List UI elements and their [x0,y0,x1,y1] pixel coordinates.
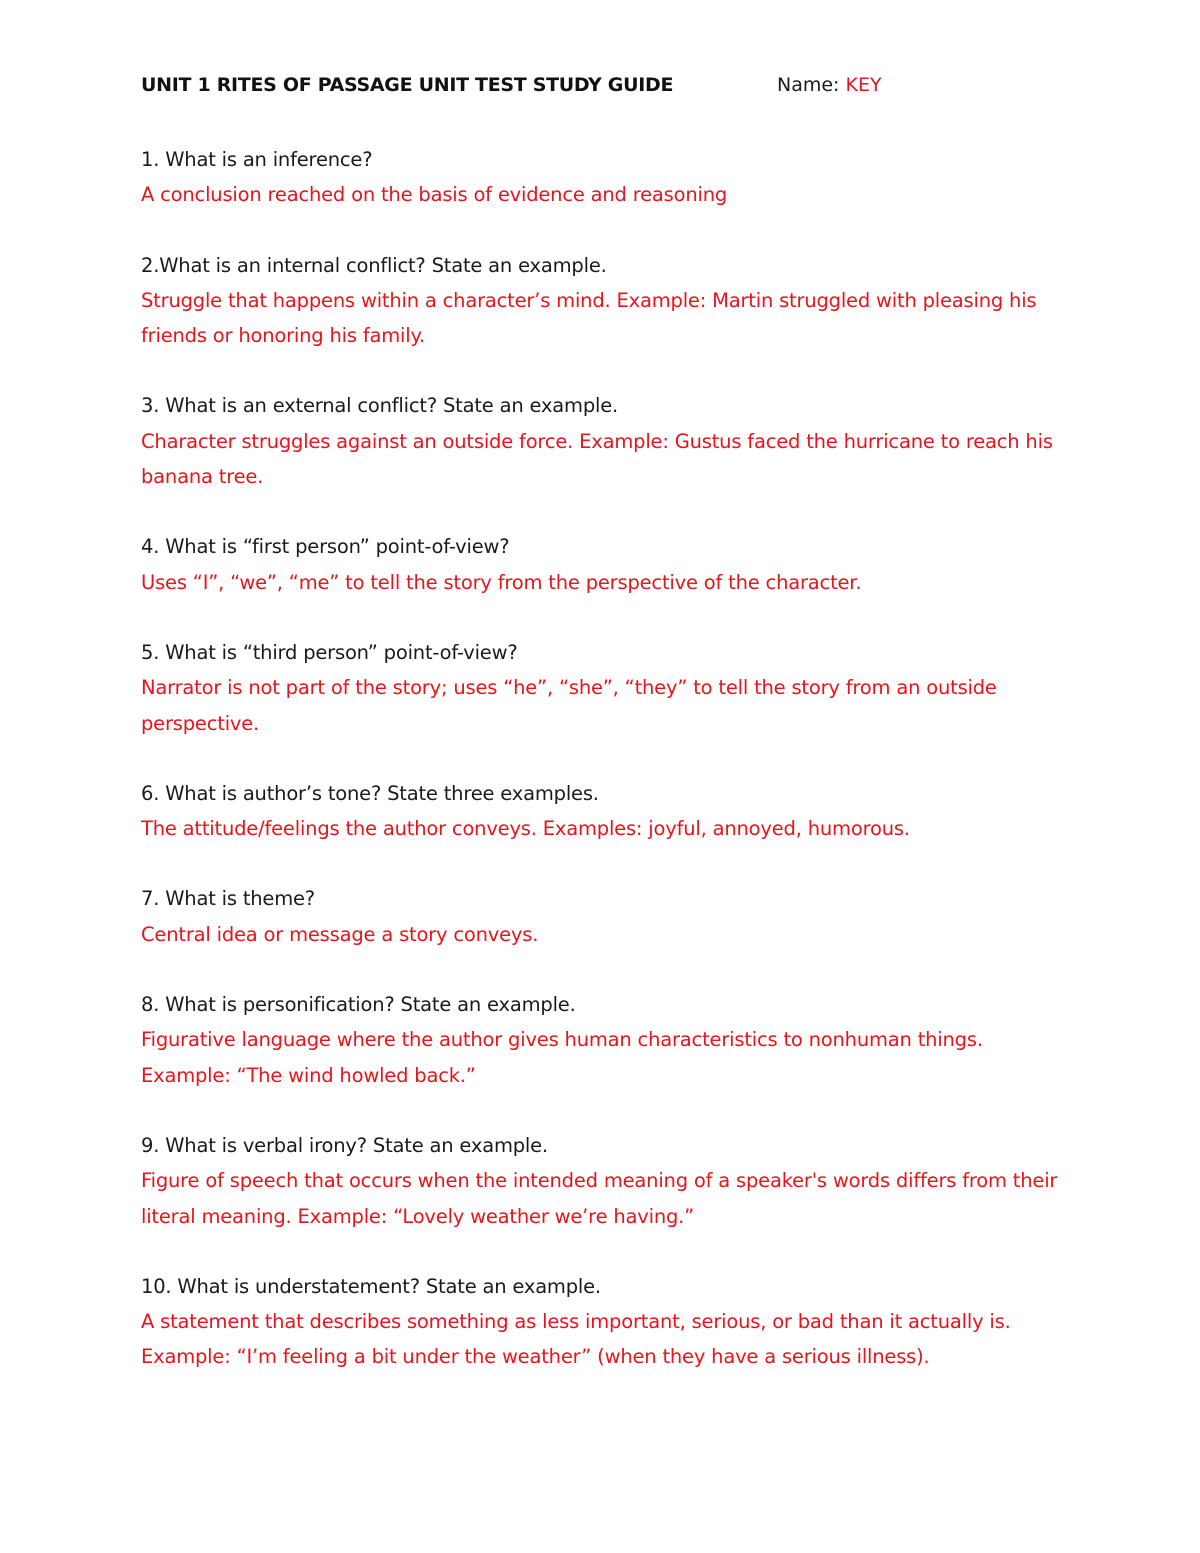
qa-item-8 [141,987,1071,1093]
qa-item-1 [141,142,1071,213]
answer: Character struggles against an outside force. Example: Gustus faced the hurricane to reach his banana tree. [141,429,1053,489]
question: 6. What is author’s tone? State three examples. [141,781,599,805]
name-field [777,74,882,96]
question: 8. What is personification? State an example. [141,993,576,1017]
answer: A statement that describes something as less important, serious, or bad than it actually is. Example: “I’m feeling a bit under the weather” (when they have a serious illness). [141,1310,1011,1369]
answer: Uses “I”, “we”, “me” to tell the story from the perspective of the character. [141,570,862,594]
answer: Figure of speech that occurs when the intended meaning of a speaker's words differs from their literal meaning. Example: “Lovely weather we’re having.” [141,1169,1058,1228]
qa-item-2 [141,248,1071,354]
qa-item-10 [141,1269,1071,1375]
header [141,74,1101,104]
answer: The attitude/feelings the author conveys. Examples: joyful, annoyed, humorous. [141,817,910,841]
question: 2.What is an internal conflict? State an example. [141,253,607,277]
name-label: Name: [777,74,846,96]
answer: Struggle that happens within a character’s mind. Example: Martin struggled with pleasing his friends or honoring his family. [141,288,1037,348]
answer: A conclusion reached on the basis of evidence and reasoning [141,183,728,207]
name-value: KEY [845,74,882,96]
question: 4. What is “first person” point-of-view? [141,535,510,559]
qa-item-4 [141,529,1071,600]
question: 9. What is verbal irony? State an example. [141,1133,548,1157]
qa-item-7 [141,881,1071,952]
answer: Figurative language where the author gives human characteristics to nonhuman things. Example: “The wind howled back.” [141,1028,983,1087]
question-list [141,142,1071,1410]
answer: Narrator is not part of the story; uses “he”, “she”, “they” to tell the story from an outside perspective. [141,676,997,735]
question: 1. What is an inference? [141,148,373,171]
question: 5. What is “third person” point-of-view? [141,640,518,664]
question: 7. What is theme? [141,887,315,911]
question: 10. What is understatement? State an example. [141,1274,601,1298]
answer: Central idea or message a story conveys. [141,922,539,946]
qa-item-6 [141,776,1071,847]
page-title: UNIT 1 RITES OF PASSAGE UNIT TEST STUDY GUIDE [141,74,674,96]
question: 3. What is an external conflict? State an example. [141,394,619,418]
qa-item-3 [141,388,1071,494]
qa-item-5 [141,635,1071,741]
qa-item-9 [141,1128,1071,1234]
